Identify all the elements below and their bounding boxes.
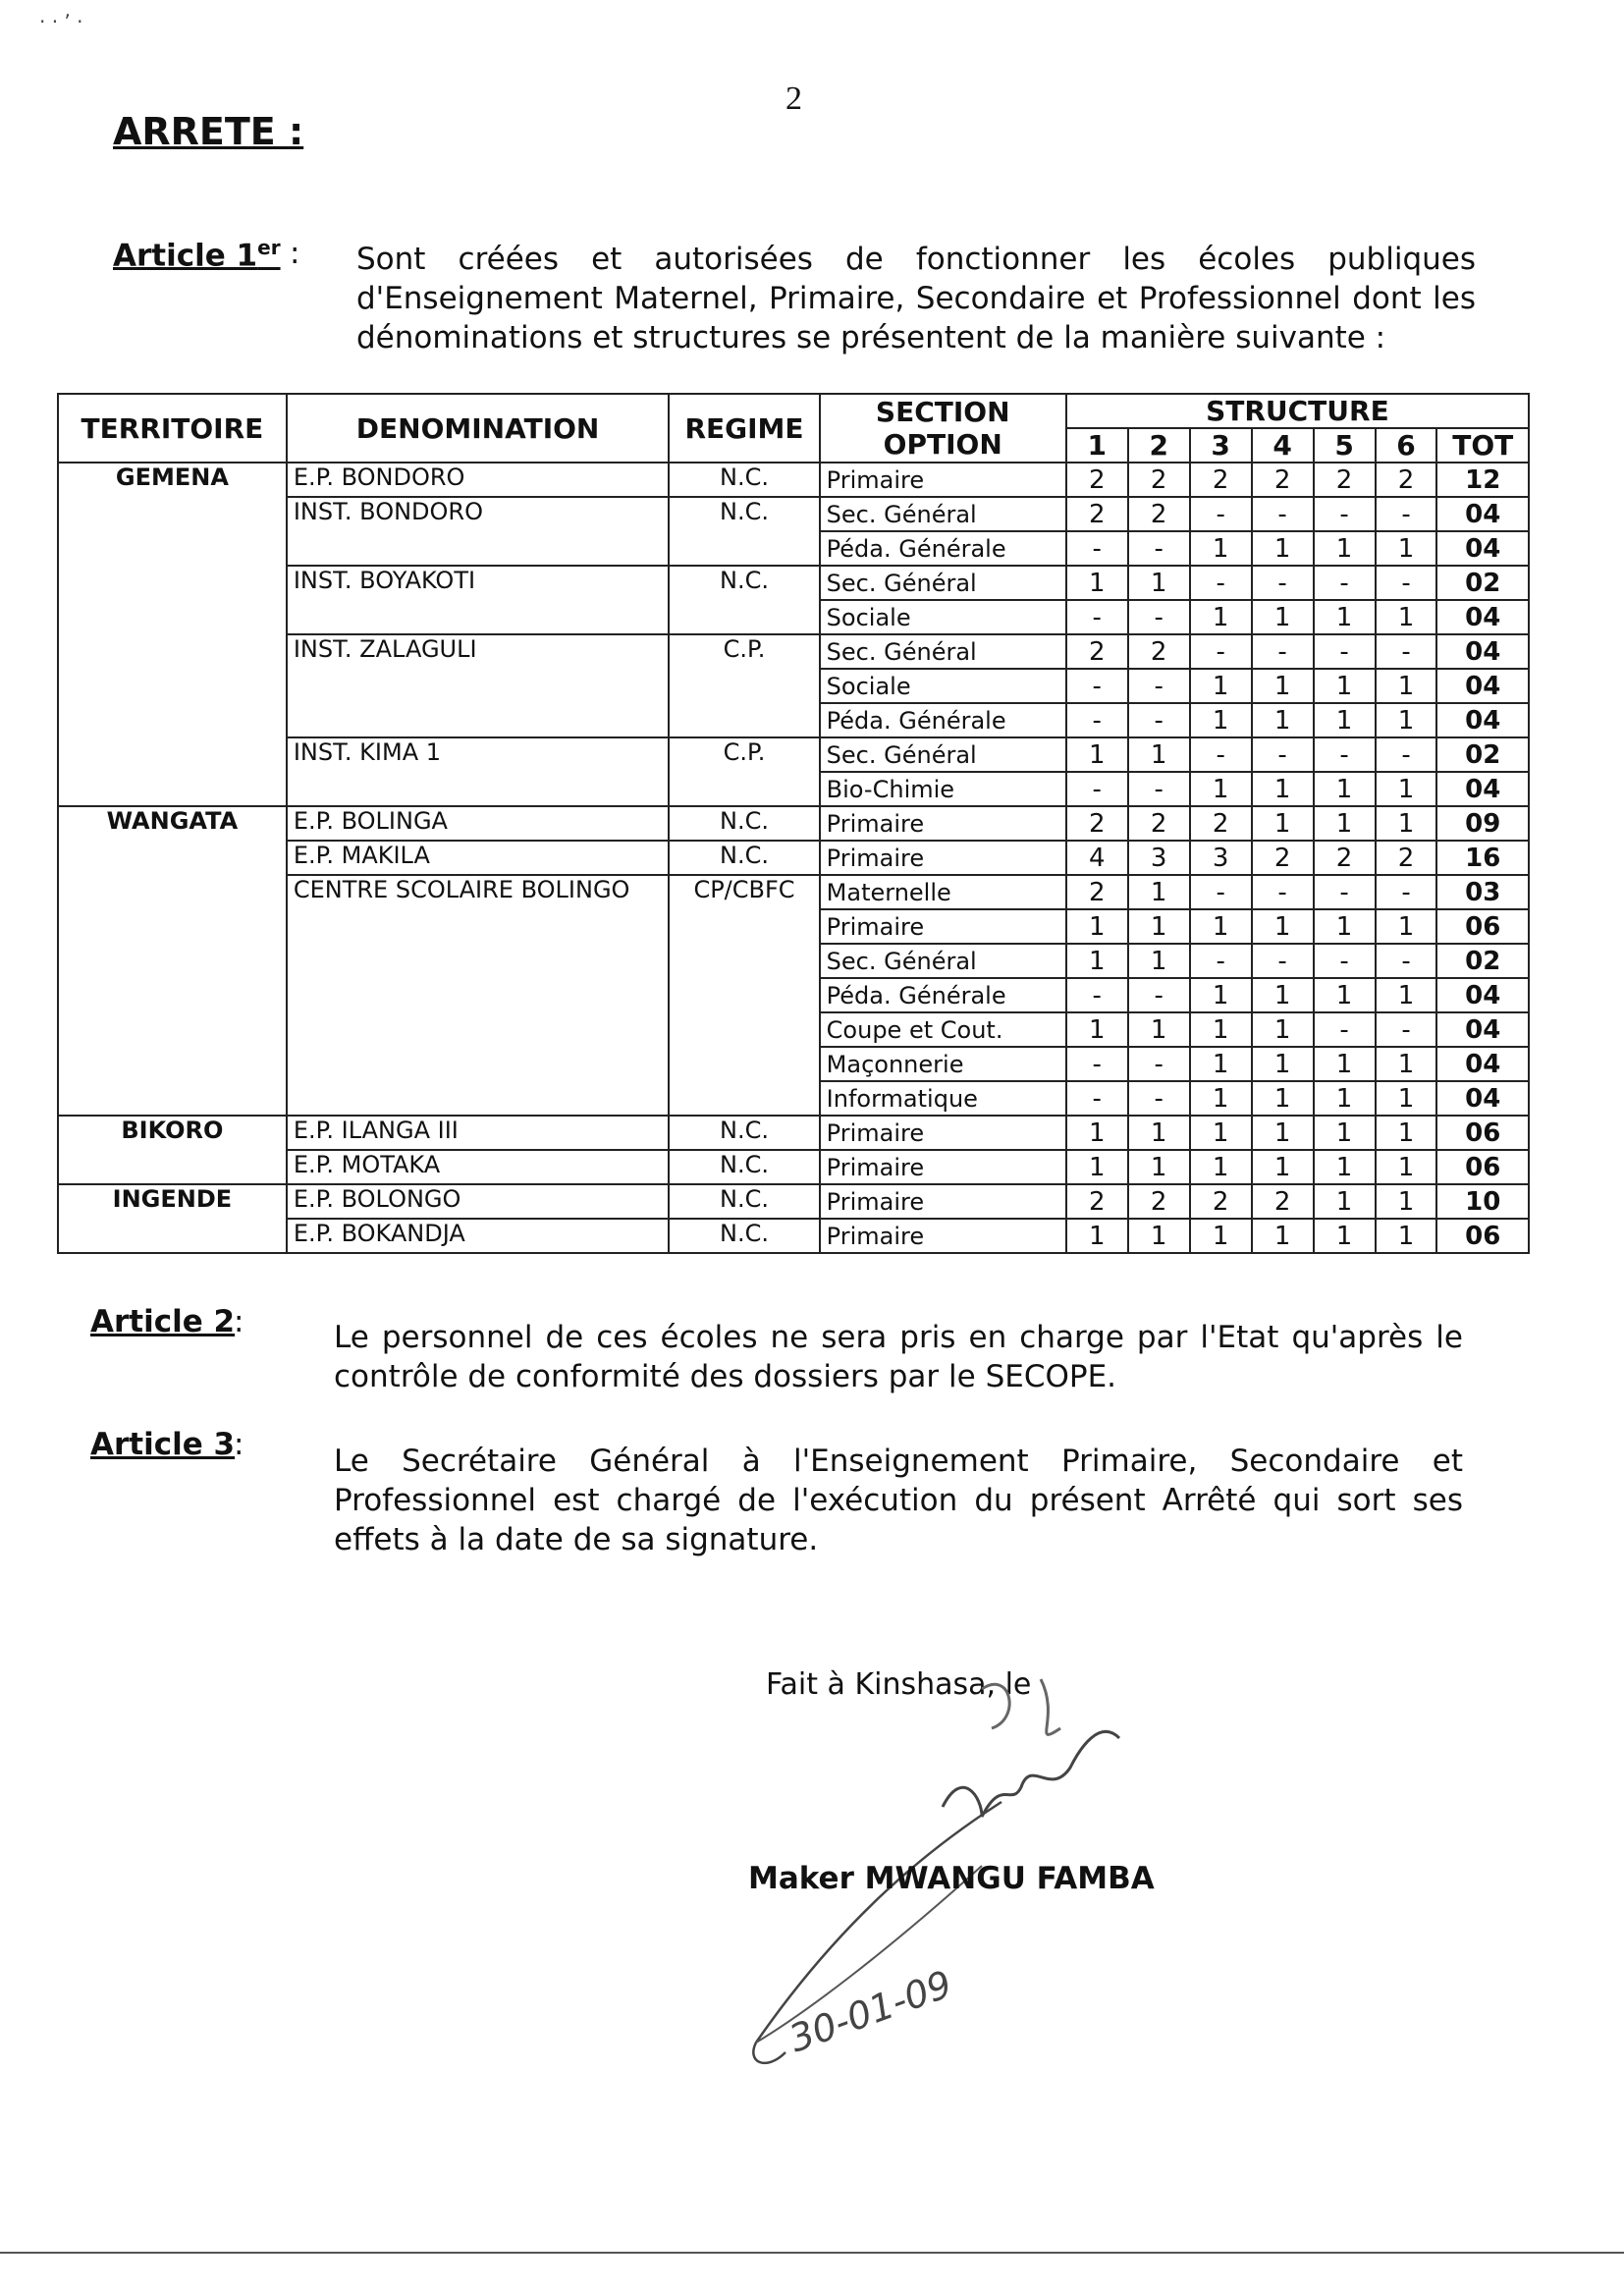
cell-structure-4: 1 [1252,1012,1314,1047]
cell-structure-1: - [1066,772,1128,806]
cell-structure-3: 1 [1190,1012,1252,1047]
cell-regime: N.C. [669,497,819,566]
cell-structure-4: 1 [1252,978,1314,1012]
cell-regime: N.C. [669,463,819,497]
article-1-label-sup: er [257,236,281,259]
cell-total: 04 [1436,531,1529,566]
cell-structure-1: 1 [1066,1219,1128,1253]
cell-structure-1: 1 [1066,1116,1128,1150]
cell-section: Maternelle [820,875,1066,909]
cell-total: 04 [1436,497,1529,531]
cell-structure-2: 1 [1128,875,1190,909]
cell-structure-4: 1 [1252,772,1314,806]
cell-section: Sec. Général [820,566,1066,600]
cell-structure-5: 1 [1314,669,1376,703]
cell-structure-4: 1 [1252,1150,1314,1184]
cell-structure-2: 2 [1128,634,1190,669]
cell-total: 04 [1436,1012,1529,1047]
cell-denomination: INST. KIMA 1 [287,737,670,806]
cell-structure-3: - [1190,737,1252,772]
cell-section: Primaire [820,463,1066,497]
cell-structure-5: 1 [1314,978,1376,1012]
cell-regime: N.C. [669,806,819,841]
cell-structure-5: - [1314,497,1376,531]
cell-structure-1: 1 [1066,909,1128,944]
cell-structure-4: 1 [1252,909,1314,944]
cell-structure-4: 1 [1252,1081,1314,1116]
cell-structure-3: 1 [1190,669,1252,703]
cell-regime: C.P. [669,634,819,737]
article-1-label-text: Article 1 [113,238,258,274]
cell-structure-5: 1 [1314,1081,1376,1116]
cell-structure-5: - [1314,634,1376,669]
cell-total: 04 [1436,772,1529,806]
bottom-rule [0,2252,1624,2254]
cell-total: 02 [1436,566,1529,600]
cell-structure-1: - [1066,1081,1128,1116]
header-col-5: 5 [1314,428,1376,463]
header-col-4: 4 [1252,428,1314,463]
scan-specks: · · ʼ · [39,10,83,33]
cell-structure-1: - [1066,531,1128,566]
signatory-name: Maker MWANGU FAMBA [748,1861,1155,1896]
header-col-6: 6 [1376,428,1437,463]
cell-structure-6: 1 [1376,1150,1437,1184]
table-row [58,806,1529,841]
cell-structure-4: 1 [1252,600,1314,634]
cell-structure-2: 2 [1128,463,1190,497]
table-body [58,463,1529,1253]
cell-total: 04 [1436,978,1529,1012]
cell-regime: N.C. [669,841,819,875]
article-3-label: Article 3 [90,1427,236,1462]
cell-structure-4: - [1252,497,1314,531]
cell-structure-2: 1 [1128,1012,1190,1047]
cell-territoire: GEMENA [58,463,287,806]
cell-total: 04 [1436,634,1529,669]
cell-structure-2: - [1128,600,1190,634]
heading-arrete: ARRETE : [113,110,304,153]
article-1-colon: : [290,236,300,271]
cell-structure-1: - [1066,1047,1128,1081]
cell-denomination: INST. ZALAGULI [287,634,670,737]
cell-territoire: INGENDE [58,1184,287,1253]
cell-denomination: INST. BONDORO [287,497,670,566]
cell-structure-3: 2 [1190,463,1252,497]
cell-structure-5: 2 [1314,463,1376,497]
cell-structure-4: - [1252,737,1314,772]
header-denomination: DENOMINATION [287,394,670,463]
cell-structure-6: 1 [1376,1184,1437,1219]
cell-structure-6: - [1376,497,1437,531]
cell-structure-4: 1 [1252,669,1314,703]
article-1-text: Sont créées et autorisées de fonctionner les écoles publiques d'Enseignement Maternel, Primaire, Secondaire et Professionnel dont les dénominations et structures se présentent de la manière suivante : [356,242,1476,355]
cell-section: Sec. Général [820,634,1066,669]
cell-structure-3: - [1190,634,1252,669]
cell-structure-6: 1 [1376,1116,1437,1150]
cell-total: 16 [1436,841,1529,875]
cell-structure-5: 1 [1314,1184,1376,1219]
cell-territoire: WANGATA [58,806,287,1116]
cell-regime: N.C. [669,566,819,634]
cell-structure-1: 2 [1066,875,1128,909]
article-3-text: Le Secrétaire Général à l'Enseignement Primaire, Secondaire et Professionnel est chargé de l'exécution du présent Arrêté qui sort ses effets à la date de sa signature. [334,1444,1463,1557]
cell-territoire: BIKORO [58,1116,287,1184]
cell-total: 04 [1436,703,1529,737]
cell-structure-6: 1 [1376,1219,1437,1253]
cell-structure-6: 1 [1376,703,1437,737]
cell-structure-3: 1 [1190,1116,1252,1150]
cell-section: Primaire [820,806,1066,841]
article-1-label [113,236,281,273]
table-row [58,1116,1529,1150]
cell-regime: C.P. [669,737,819,806]
table-row [58,1184,1529,1219]
cell-denomination: E.P. MAKILA [287,841,670,875]
cell-structure-2: 1 [1128,1219,1190,1253]
cell-structure-2: 2 [1128,497,1190,531]
header-section-option: SECTION OPTION [820,394,1066,463]
cell-total: 12 [1436,463,1529,497]
cell-structure-1: 1 [1066,566,1128,600]
article-3-colon: : [234,1427,244,1462]
cell-denomination: E.P. MOTAKA [287,1150,670,1184]
cell-total: 06 [1436,1116,1529,1150]
cell-structure-5: 2 [1314,841,1376,875]
cell-structure-4: - [1252,875,1314,909]
cell-structure-5: 1 [1314,703,1376,737]
cell-structure-6: 1 [1376,909,1437,944]
cell-structure-6: 1 [1376,1047,1437,1081]
cell-structure-1: - [1066,600,1128,634]
cell-structure-2: 1 [1128,1116,1190,1150]
cell-structure-4: - [1252,634,1314,669]
cell-structure-3: - [1190,566,1252,600]
cell-structure-5: - [1314,737,1376,772]
cell-structure-2: 1 [1128,737,1190,772]
cell-structure-3: 1 [1190,1047,1252,1081]
cell-total: 04 [1436,600,1529,634]
cell-section: Sec. Général [820,944,1066,978]
table-row [58,463,1529,497]
cell-structure-1: 1 [1066,1012,1128,1047]
cell-structure-1: 2 [1066,806,1128,841]
cell-structure-5: - [1314,944,1376,978]
cell-total: 06 [1436,909,1529,944]
cell-structure-2: 2 [1128,1184,1190,1219]
cell-structure-4: 1 [1252,1047,1314,1081]
cell-structure-6: 1 [1376,600,1437,634]
cell-structure-3: 2 [1190,1184,1252,1219]
header-col-tot: TOT [1436,428,1529,463]
cell-structure-4: 1 [1252,531,1314,566]
cell-denomination: E.P. BONDORO [287,463,670,497]
cell-section: Primaire [820,1184,1066,1219]
cell-structure-2: 1 [1128,1150,1190,1184]
cell-structure-4: - [1252,566,1314,600]
cell-structure-2: 3 [1128,841,1190,875]
cell-structure-3: 1 [1190,531,1252,566]
article-2-label: Article 2 [90,1304,236,1339]
cell-structure-2: - [1128,1047,1190,1081]
cell-structure-6: - [1376,944,1437,978]
cell-structure-1: - [1066,703,1128,737]
cell-structure-4: - [1252,944,1314,978]
cell-structure-4: 1 [1252,1116,1314,1150]
cell-structure-6: 1 [1376,772,1437,806]
cell-structure-5: 1 [1314,1047,1376,1081]
cell-structure-3: 1 [1190,1081,1252,1116]
cell-structure-6: 1 [1376,1081,1437,1116]
header-territoire: TERRITOIRE [58,394,287,463]
cell-denomination: E.P. BOKANDJA [287,1219,670,1253]
cell-structure-1: 1 [1066,737,1128,772]
cell-structure-5: 1 [1314,806,1376,841]
cell-structure-2: - [1128,772,1190,806]
schools-structure-table [57,393,1530,1254]
cell-section: Bio-Chimie [820,772,1066,806]
cell-structure-3: 1 [1190,909,1252,944]
cell-structure-4: 2 [1252,1184,1314,1219]
cell-structure-6: 1 [1376,531,1437,566]
cell-structure-3: 3 [1190,841,1252,875]
cell-structure-4: 2 [1252,841,1314,875]
cell-structure-1: 2 [1066,634,1128,669]
cell-section: Primaire [820,1219,1066,1253]
cell-structure-2: 2 [1128,806,1190,841]
cell-structure-4: 2 [1252,463,1314,497]
cell-section: Sociale [820,669,1066,703]
cell-section: Péda. Générale [820,703,1066,737]
cell-structure-5: 1 [1314,600,1376,634]
cell-denomination: E.P. BOLONGO [287,1184,670,1219]
cell-regime: CP/CBFC [669,875,819,1116]
cell-structure-6: - [1376,875,1437,909]
cell-structure-3: 1 [1190,978,1252,1012]
header-regime: REGIME [669,394,819,463]
header-col-1: 1 [1066,428,1128,463]
cell-structure-3: 1 [1190,772,1252,806]
cell-section: Maçonnerie [820,1047,1066,1081]
cell-total: 06 [1436,1219,1529,1253]
header-col-2: 2 [1128,428,1190,463]
cell-structure-6: 2 [1376,841,1437,875]
cell-total: 06 [1436,1150,1529,1184]
cell-section: Primaire [820,1116,1066,1150]
cell-structure-1: 2 [1066,1184,1128,1219]
cell-denomination: INST. BOYAKOTI [287,566,670,634]
cell-section: Sociale [820,600,1066,634]
cell-total: 09 [1436,806,1529,841]
cell-total: 04 [1436,669,1529,703]
header-col-3: 3 [1190,428,1252,463]
cell-structure-1: - [1066,978,1128,1012]
cell-structure-3: - [1190,875,1252,909]
cell-structure-5: 1 [1314,1150,1376,1184]
cell-section: Coupe et Cout. [820,1012,1066,1047]
cell-structure-5: 1 [1314,1219,1376,1253]
cell-structure-2: - [1128,531,1190,566]
cell-structure-6: - [1376,1012,1437,1047]
cell-structure-2: 1 [1128,944,1190,978]
cell-structure-4: 1 [1252,806,1314,841]
cell-structure-5: 1 [1314,531,1376,566]
cell-structure-2: - [1128,1081,1190,1116]
cell-denomination: E.P. ILANGA III [287,1116,670,1150]
cell-section: Péda. Générale [820,978,1066,1012]
cell-regime: N.C. [669,1184,819,1219]
cell-total: 03 [1436,875,1529,909]
cell-structure-3: - [1190,944,1252,978]
cell-structure-2: - [1128,669,1190,703]
cell-structure-2: - [1128,703,1190,737]
cell-structure-5: 1 [1314,1116,1376,1150]
cell-total: 02 [1436,737,1529,772]
cell-total: 04 [1436,1047,1529,1081]
cell-structure-3: - [1190,497,1252,531]
cell-section: Informatique [820,1081,1066,1116]
cell-structure-3: 2 [1190,806,1252,841]
cell-structure-6: - [1376,634,1437,669]
cell-structure-5: - [1314,566,1376,600]
cell-section: Primaire [820,1150,1066,1184]
place-date: Fait à Kinshasa, le [766,1667,1032,1702]
cell-structure-5: - [1314,875,1376,909]
cell-structure-1: - [1066,669,1128,703]
cell-regime: N.C. [669,1116,819,1150]
cell-structure-1: 1 [1066,944,1128,978]
cell-structure-1: 4 [1066,841,1128,875]
cell-structure-6: 2 [1376,463,1437,497]
cell-total: 10 [1436,1184,1529,1219]
page-number: 2 [785,81,802,117]
cell-structure-6: - [1376,566,1437,600]
cell-structure-5: 1 [1314,772,1376,806]
cell-structure-6: - [1376,737,1437,772]
cell-structure-6: 1 [1376,978,1437,1012]
cell-structure-2: 1 [1128,566,1190,600]
cell-total: 02 [1436,944,1529,978]
cell-structure-1: 2 [1066,497,1128,531]
cell-structure-2: - [1128,978,1190,1012]
handwritten-date: 30-01-09 [784,1962,958,2061]
cell-structure-4: 1 [1252,703,1314,737]
cell-structure-5: 1 [1314,909,1376,944]
cell-structure-4: 1 [1252,1219,1314,1253]
cell-section: Primaire [820,909,1066,944]
cell-structure-1: 2 [1066,463,1128,497]
cell-structure-3: 1 [1190,703,1252,737]
article-2-colon: : [234,1304,244,1339]
cell-structure-2: 1 [1128,909,1190,944]
cell-denomination: CENTRE SCOLAIRE BOLINGO [287,875,670,1116]
cell-section: Sec. Général [820,497,1066,531]
cell-structure-3: 1 [1190,1219,1252,1253]
cell-regime: N.C. [669,1150,819,1184]
cell-structure-3: 1 [1190,600,1252,634]
cell-structure-3: 1 [1190,1150,1252,1184]
cell-structure-6: 1 [1376,669,1437,703]
cell-section: Sec. Général [820,737,1066,772]
cell-structure-1: 1 [1066,1150,1128,1184]
cell-total: 04 [1436,1081,1529,1116]
cell-section: Péda. Générale [820,531,1066,566]
cell-regime: N.C. [669,1219,819,1253]
cell-structure-5: - [1314,1012,1376,1047]
cell-section: Primaire [820,841,1066,875]
cell-denomination: E.P. BOLINGA [287,806,670,841]
article-2-text: Le personnel de ces écoles ne sera pris en charge par l'Etat qu'après le contrôle de conformité des dossiers par le SECOPE. [334,1320,1463,1394]
header-structure: STRUCTURE [1066,394,1529,428]
cell-structure-6: 1 [1376,806,1437,841]
